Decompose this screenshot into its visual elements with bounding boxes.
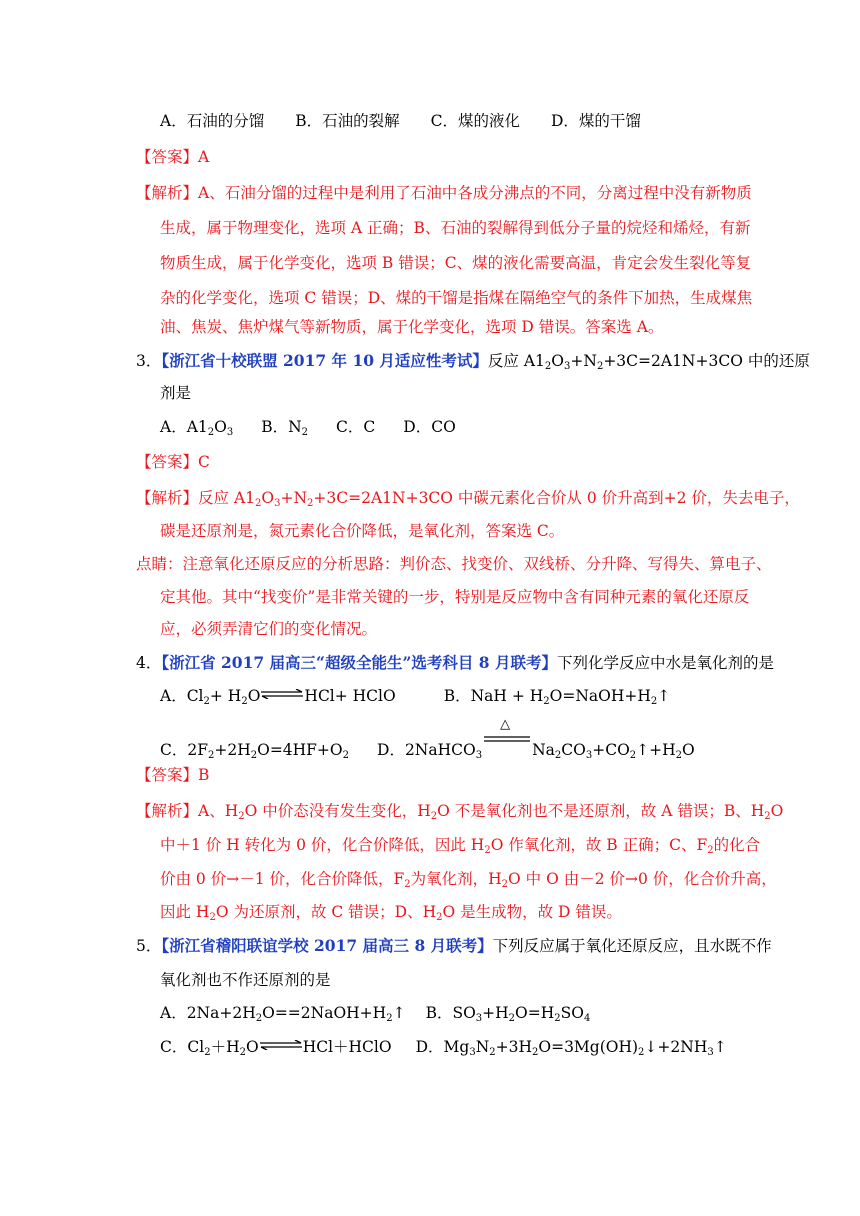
heat-triangle-icon: △ xyxy=(500,717,511,732)
q4-stem: 4．【浙江省 2017 届高三“超级全能生”选考科目 8 月联考】下列化学反应中水是氧化剂的是 xyxy=(136,653,774,672)
q5-options-ab: A．$2Na+2H_2O==2NaOH+H_2↑$ B．$SO_3+H_2O=H_2SO_4$ xyxy=(160,1004,591,1024)
q4-options-cd: C．$2F_2+2H_2O=4HF+O_2$ D．2NaHCO$_3$ △ $Na_2CO_3+CO_2↑+H_2O$ xyxy=(160,717,695,761)
analysis-label: 【解析】 xyxy=(136,489,199,507)
q3-answer: 【答案】C xyxy=(136,453,210,471)
q2-options: A．石油的分馏 B．石油的裂解 C．煤的液化 D．煤的干馏 xyxy=(160,112,641,130)
q5-stem: 5．【浙江省稽阳联谊学校 2017 届高三 8 月联考】下列反应属于氧化还原反应，且水既不作 xyxy=(136,936,772,955)
analysis-label: 【解析】 xyxy=(136,184,199,202)
q3-stem-line2: 剂是 xyxy=(160,384,192,402)
q4-options-ab: A．$Cl_2+ H_2O$ HCl+ HClO B．NaH + $H_2O=NaOH+H_2↑$ xyxy=(160,687,671,707)
q4-analysis-line: 中＋1 价 H 转化为 0 价，化合价降低，因此 $H_2O$ 作氧化剂，故 B 正确；C、$F_2$的化合 xyxy=(160,836,761,856)
q2-analysis-line: 物质生成，属于化学变化，选项 B 错误；C、煤的液化需要高温，肯定会发生裂化等复 xyxy=(160,254,752,272)
q4-analysis-line: 【解析】A、$H_2O$ 中价态没有发生变化，$H_2O$ 不是氧化剂也不是还原剂，故 A 错误；B、$H_2O$ xyxy=(136,802,784,822)
q2-answer: 【答案】A xyxy=(136,148,210,166)
q2-analysis-line: 油、焦炭、焦炉煤气等新物质，属于化学变化，选项 D 错误。答案选 A。 xyxy=(160,318,664,336)
q3-source: 【浙江省十校联盟 2017 年 10 月适应性考试】 xyxy=(161,351,488,370)
q5-source: 【浙江省稽阳联谊学校 2017 届高三 8 月联考】 xyxy=(161,936,493,955)
q5-stem-line2: 氧化剂也不作还原剂的是 xyxy=(160,971,331,989)
q2-analysis-line: 生成，属于物理变化，选项 A 正确；B、石油的裂解得到低分子量的烷烃和烯烃，有新 xyxy=(160,219,751,237)
q4-source: 【浙江省 2017 届高三“超级全能生”选考科目 8 月联考】 xyxy=(161,653,557,672)
heating-equals-sign xyxy=(482,717,532,757)
q3-analysis-line: 【解析】反应 $A1_2O_3+N_2+3C=2A1N+3CO$ 中碳元素化合价从 0 价升高到+2 价，失去电子， xyxy=(136,489,800,509)
q3-comment-line: 定其他。其中“找变价”是非常关键的一步，特别是反应物中含有同种元素的氧化还原反 xyxy=(160,588,750,606)
q2-analysis-line: 【解析】A、石油分馏的过程中是利用了石油中各成分沸点的不同，分离过程中没有新物质 xyxy=(136,184,752,202)
q3-analysis-line: 碳是还原剂是，氮元素化合价降低，是氧化剂，答案选 C。 xyxy=(160,522,565,540)
q3-comment-line: 应，必须弄清它们的变化情况。 xyxy=(160,620,378,638)
q4-answer: 【答案】B xyxy=(136,766,210,784)
q2-analysis-line: 杂的化学变化，选项 C 错误；D、煤的干馏是指煤在隔绝空气的条件下加热，生成煤焦 xyxy=(160,289,753,307)
q3-comment-line: 点睛：注意氧化还原反应的分析思路：判价态、找变价、双线桥、分升降、写得失、算电子、 xyxy=(136,555,772,573)
q4-analysis-line: 因此 $H_2O$ 为还原剂，故 C 错误；D、$H_2O$ 是生成物，故 D 错误。 xyxy=(160,903,622,923)
q3-options: A．$A1_2O_3$ B．$N_2$ C．C D．CO xyxy=(160,418,456,438)
answer-label: 【答案】 xyxy=(136,148,199,166)
reversible-arrow-icon xyxy=(260,689,304,699)
q3-stem: 3．【浙江省十校联盟 2017 年 10 月适应性考试】反应 $A1_2O_3+N_2+3C=2A1N+3CO$ 中的还原 xyxy=(136,351,810,372)
analysis-label: 【解析】 xyxy=(136,802,199,820)
q5-options-cd: C．$Cl_2+H_2O$ HCl＋HClO D．$Mg_3N_2+3H_2O=3Mg(OH)_2↓+2NH_3↑$ xyxy=(160,1038,727,1058)
answer-label: 【答案】 xyxy=(136,766,199,784)
q4-analysis-line: 价由 0 价→－1 价，化合价降低，$F_2$为氧化剂，$H_2O$ 中 O 由－2 价→0 价，化合价升高， xyxy=(160,870,777,890)
reversible-arrow-icon xyxy=(259,1040,303,1050)
answer-label: 【答案】 xyxy=(136,453,199,471)
